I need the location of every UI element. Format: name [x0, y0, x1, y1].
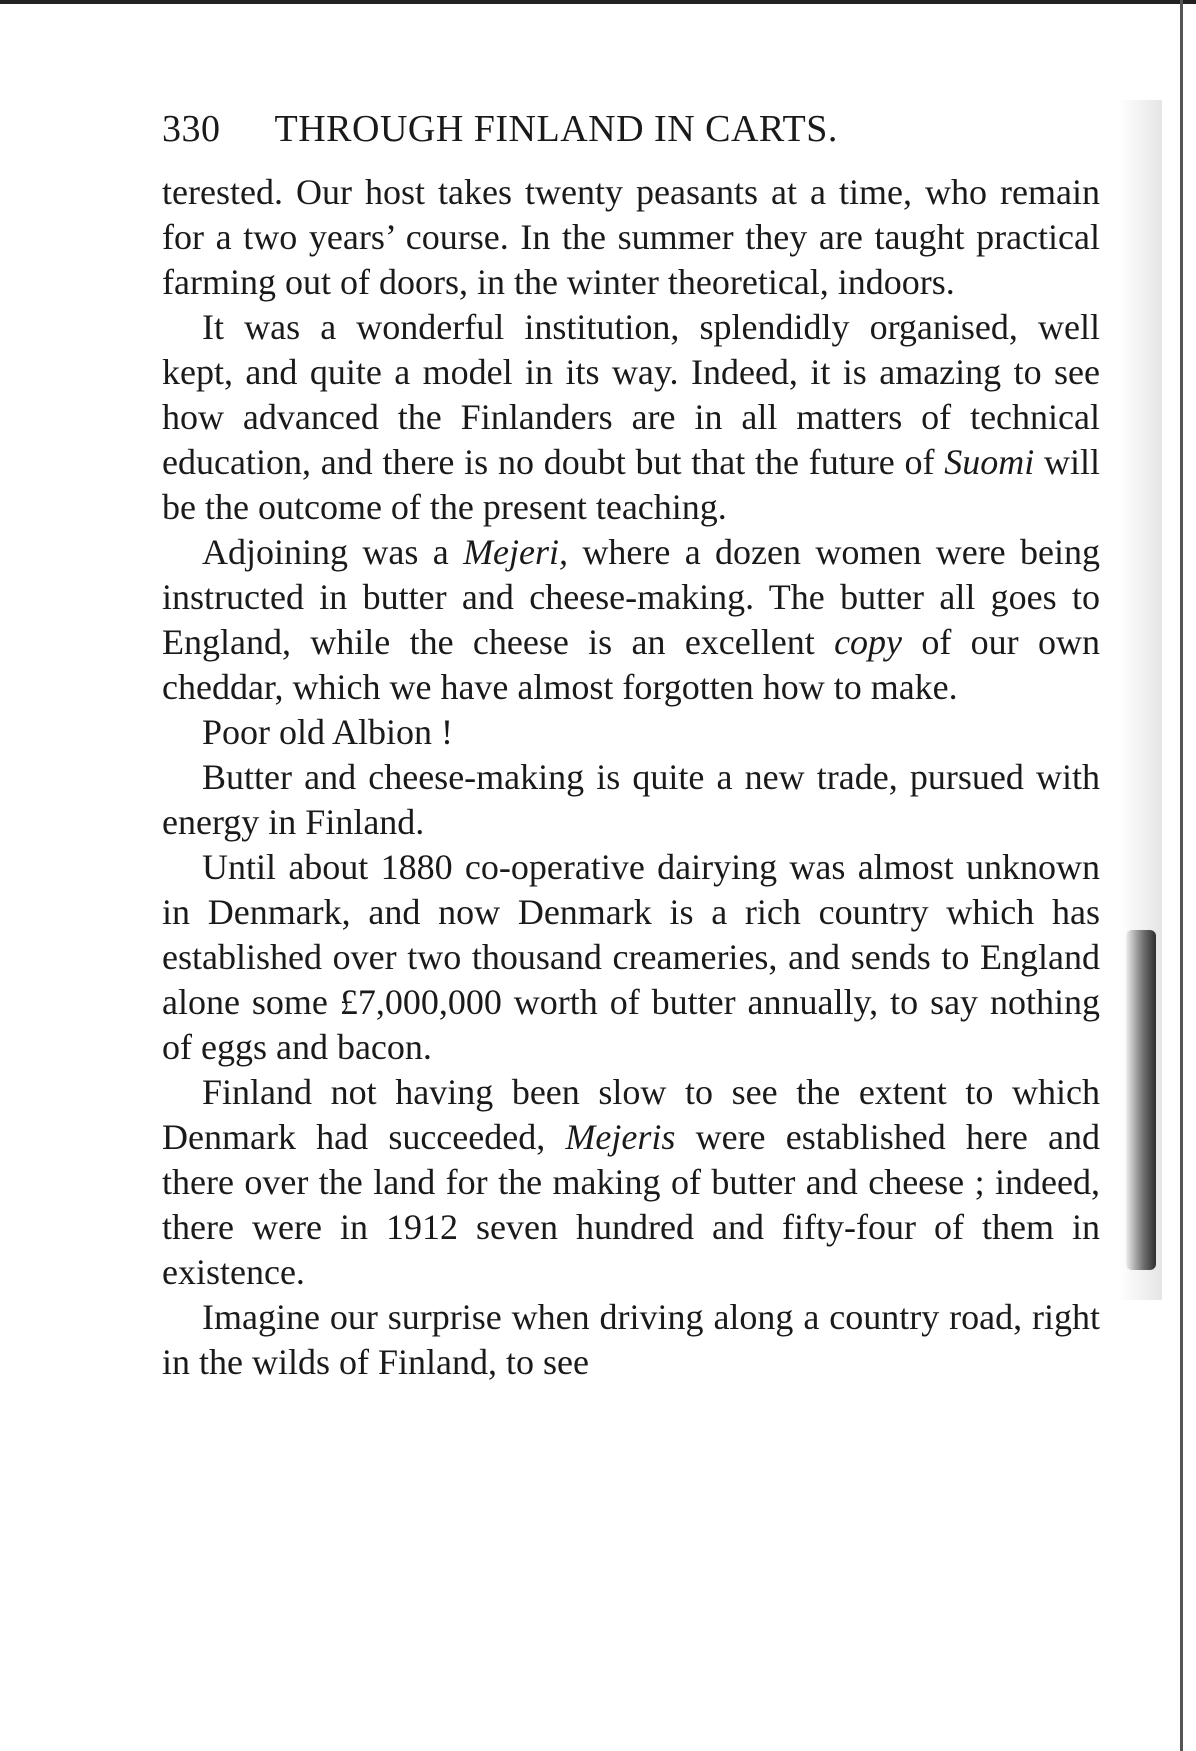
- italic-mejeris: Mejeris: [565, 1117, 676, 1157]
- italic-suomi: Suomi: [944, 442, 1035, 482]
- paragraph-7-text-a: Finland not having been slow to see the extent to which Denmark had succeeded,: [162, 1072, 1100, 1157]
- italic-mejeri: Mejeri,: [463, 532, 569, 572]
- paragraph-8: [162, 1295, 1100, 1385]
- paragraph-1-text: terested. Our host takes twenty peasants at a time, who remain for a two years’ course. In the summer they are taught practical farming out of doors, in the winter theoretical, indoors.: [162, 172, 1100, 302]
- italic-copy: copy: [834, 622, 903, 662]
- paragraph-3-text-a: Adjoining was a: [202, 532, 464, 572]
- body-text: [162, 170, 1100, 1385]
- page-right-edge: [1180, 0, 1183, 1751]
- paragraph-3-text-c: of our own cheddar, which we have almost forgotten how to make.: [162, 622, 1100, 707]
- paragraph-3-text-b: where a dozen women were being instructed in butter and cheese-making. The butter all goes to England, while the cheese is an excellent: [162, 532, 1100, 662]
- paragraph-3: [162, 530, 1100, 710]
- paragraph-7: [162, 1070, 1100, 1295]
- paragraph-5-text: Butter and cheese-making is quite a new trade, pursued with energy in Finland.: [162, 757, 1100, 842]
- paragraph-6: [162, 845, 1100, 1070]
- paragraph-4: [162, 710, 1100, 755]
- top-border-rule: [0, 0, 1196, 4]
- page-number: 330: [162, 108, 221, 150]
- paragraph-6-text: Until about 1880 co-operative dairying was almost unknown in Denmark, and now Denmark is a rich country which has established over two thousand creameries, and sends to England alone some £7,000,000 worth of butter annually, to say nothing of eggs and bacon.: [162, 847, 1100, 1067]
- paragraph-2-text-b: will be the outcome of the present teaching.: [162, 442, 1100, 527]
- running-title: THROUGH FINLAND IN CARTS.: [274, 108, 838, 150]
- paragraph-4-text: Poor old Albion !: [202, 712, 454, 752]
- paragraph-1: [162, 170, 1100, 305]
- paragraph-2: [162, 305, 1100, 530]
- paragraph-2-text-a: It was a wonderful institution, splendidly organised, well kept, and quite a model in its way. Indeed, it is amazing to see how advanced the Finlanders are in all matters of technical education, and there is no doubt but that the future of: [162, 307, 1100, 482]
- page-header: [162, 104, 1102, 154]
- binding-gutter-dark-patch: [1126, 930, 1156, 1270]
- paragraph-5: [162, 755, 1100, 845]
- paragraph-8-text: Imagine our surprise when driving along a country road, right in the wilds of Finland, to see: [162, 1297, 1100, 1382]
- paragraph-7-text-b: were established here and there over the land for the making of butter and cheese ; indeed, there were in 1912 seven hundred and fifty-four of them in existence.: [162, 1117, 1101, 1292]
